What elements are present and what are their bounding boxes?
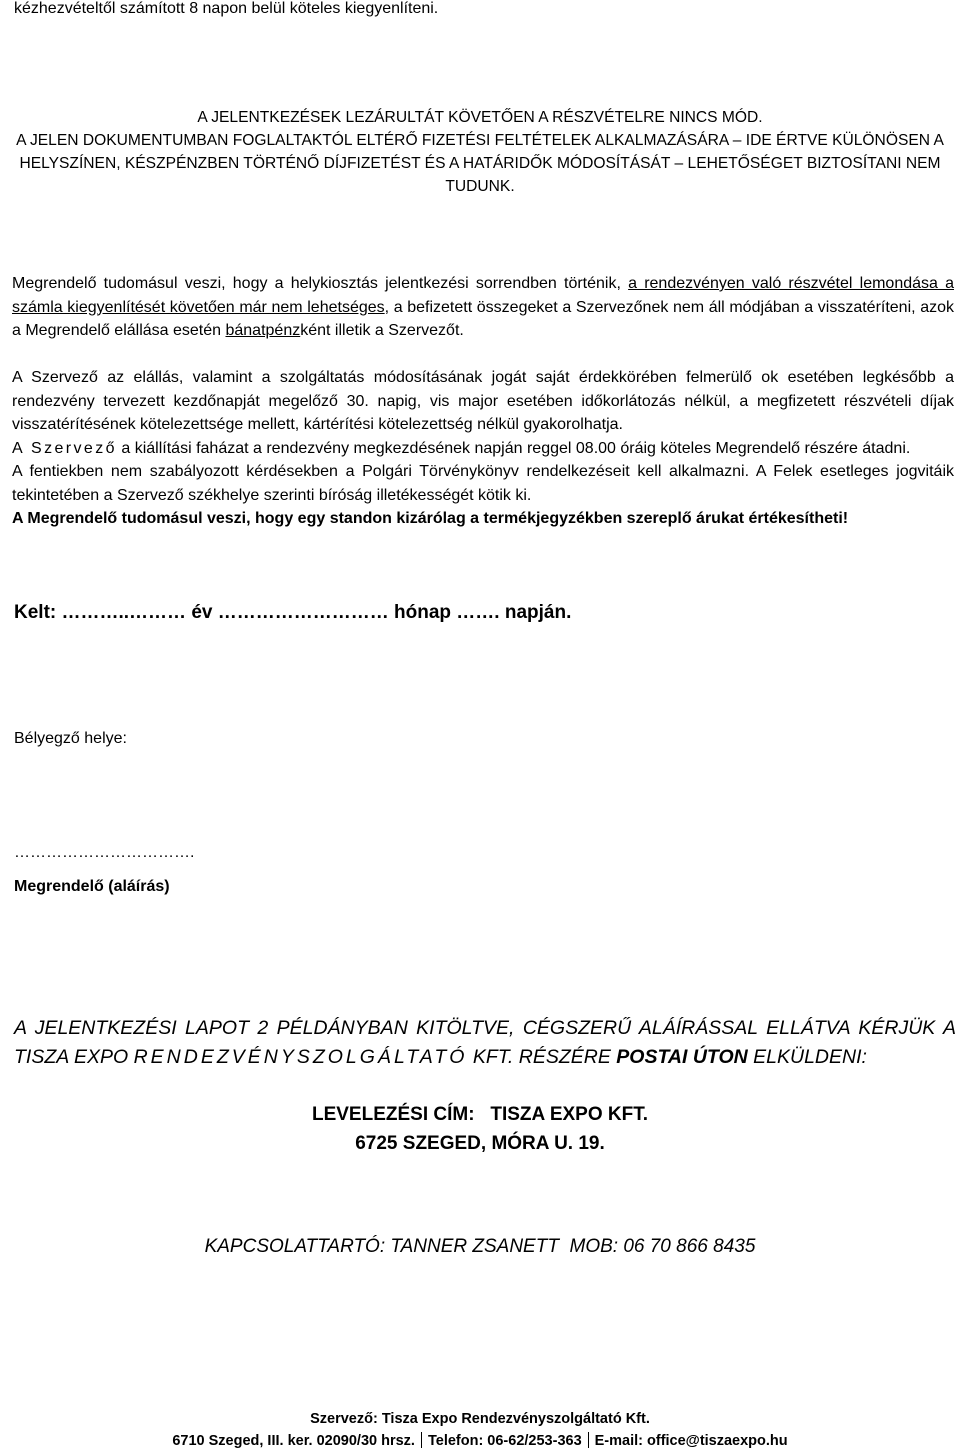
- terms-line-2: [12, 437, 954, 461]
- signer-label: Megrendelő (aláírás): [14, 878, 170, 895]
- para1-underlined: a rendezvényen való részvétel lemondása a számla kiegyenlítését követően már nem lehetséges: [12, 275, 955, 316]
- top-line: kézhezvételtől számított 8 napon belül köteles kiegyenlíteni.: [14, 0, 439, 17]
- address-line-1: LEVELEZÉSI CÍM: TISZA EXPO KFT.: [311, 1104, 649, 1125]
- terms-line-4-bold: A Megrendelő tudomásul veszi, hogy egy standon kizárólag a termékjegyzékben szereplő árukat értékesítheti!: [12, 510, 849, 527]
- footer-address: 6710 Szeged, III. ker. 02090/30 hrsz.: [172, 1433, 415, 1449]
- notice-text-b: KFT. RÉSZÉRE: [467, 1046, 617, 1068]
- terms-line-2-rest: a kiállítási faházat a rendezvény megkezdésének napján reggel 08.00 óráig köteles Megrendelő részére átadni.: [116, 439, 911, 457]
- para1-text-a: Megrendelő tudomásul veszi, hogy a helykiosztás jelentkezési sorrendben történik,: [12, 275, 629, 292]
- notice-text-a: A JELENTKEZÉSI LAPOT 2 PÉLDÁNYBAN KITÖLTVE, CÉGSZERŰ ALÁÍRÁSSAL ELLÁTVA KÉRJÜK A TISZA EXPO: [14, 1017, 956, 1068]
- footer-email: E-mail: office@tiszaexpo.hu: [594, 1433, 788, 1449]
- terms-line-1: A Szervező az elállás, valamint a szolgáltatás módosításának jogát saját érdekkörében felmerülő ok esetében legkésőbb a rendezvény tervezett kezdőnapját megelőző 30. napig, vis major esetében időkorlátozás nélkül, a megfizetett részvételi díjak visszatérítésének kötelezettsége mellett, kártérítési kötelezettség nélkül gyakorolhatja.: [12, 369, 954, 433]
- para1-text-b: , a befizetett összegeket a Szervezőnek nem áll módjában a visszatéríteni, azok a Megrendelő elállása esetén: [12, 298, 954, 339]
- contact-line: KAPCSOLATTARTÓ: TANNER ZSANETT MOB: 06 70 866 8435: [204, 1236, 756, 1257]
- terms-line-3: A fentiekben nem szabályozott kérdésekben a Polgári Törvénykönyv rendelkezéseit kell alkalmazni. A Felek esetleges jogvitáik tekintetében a Szervező székhelye szerinti bíróság illetékességét kötik ki.: [12, 463, 954, 504]
- mailing-notice: [14, 1014, 956, 1072]
- stamp-label: Bélyegző helye:: [14, 730, 127, 747]
- footer-organizer: Szervező: Tisza Expo Rendezvényszolgáltató Kft.: [310, 1411, 650, 1427]
- notice-caps-block: [10, 106, 950, 198]
- para1-underlined-2: bánatpénz: [225, 322, 301, 339]
- notice-bold: POSTAI ÚTON: [616, 1046, 748, 1068]
- notice-text-c: ELKÜLDENI:: [747, 1046, 867, 1068]
- notice-spaced-name: RENDEZVÉNYSZOLGÁLTATÓ: [133, 1046, 468, 1068]
- terms-spaced-subject: A Szervező: [12, 439, 117, 457]
- caps-line-2: A JELEN DOKUMENTUMBAN FOGLALTAKTÓL ELTÉRŐ FIZETÉSI FELTÉTELEK ALKALMAZÁSÁRA – IDE ÉRTVE KÜLÖNÖSEN A HELYSZÍNEN, KÉSZPÉNZBEN TÖRTÉNŐ DÍJFIZETÉST ÉS A HATÁRIDŐK MÓDOSÍTÁSÁT – LEHETŐSÉGET BIZTOSÍTANI NEM TUDUNK.: [16, 132, 944, 195]
- date-line: Kelt: ………..……… év ……………………… hónap ……. napján.: [14, 602, 572, 623]
- footer-separator: [421, 1432, 422, 1448]
- paragraph-cancellation: [12, 272, 954, 343]
- paragraph-terms: [12, 366, 954, 531]
- signature-line: …………………………….: [14, 844, 195, 861]
- footer-phone: Telefon: 06-62/253-363: [427, 1433, 582, 1449]
- para1-text-c: ként illetik a Szervezőt.: [300, 322, 464, 339]
- footer-details: [0, 1432, 960, 1449]
- address-line-2: 6725 SZEGED, MÓRA U. 19.: [355, 1133, 605, 1154]
- caps-line-1: A JELENTKEZÉSEK LEZÁRULTÁT KÖVETŐEN A RÉSZVÉTELRE NINCS MÓD.: [197, 109, 763, 126]
- footer-separator: [588, 1432, 589, 1448]
